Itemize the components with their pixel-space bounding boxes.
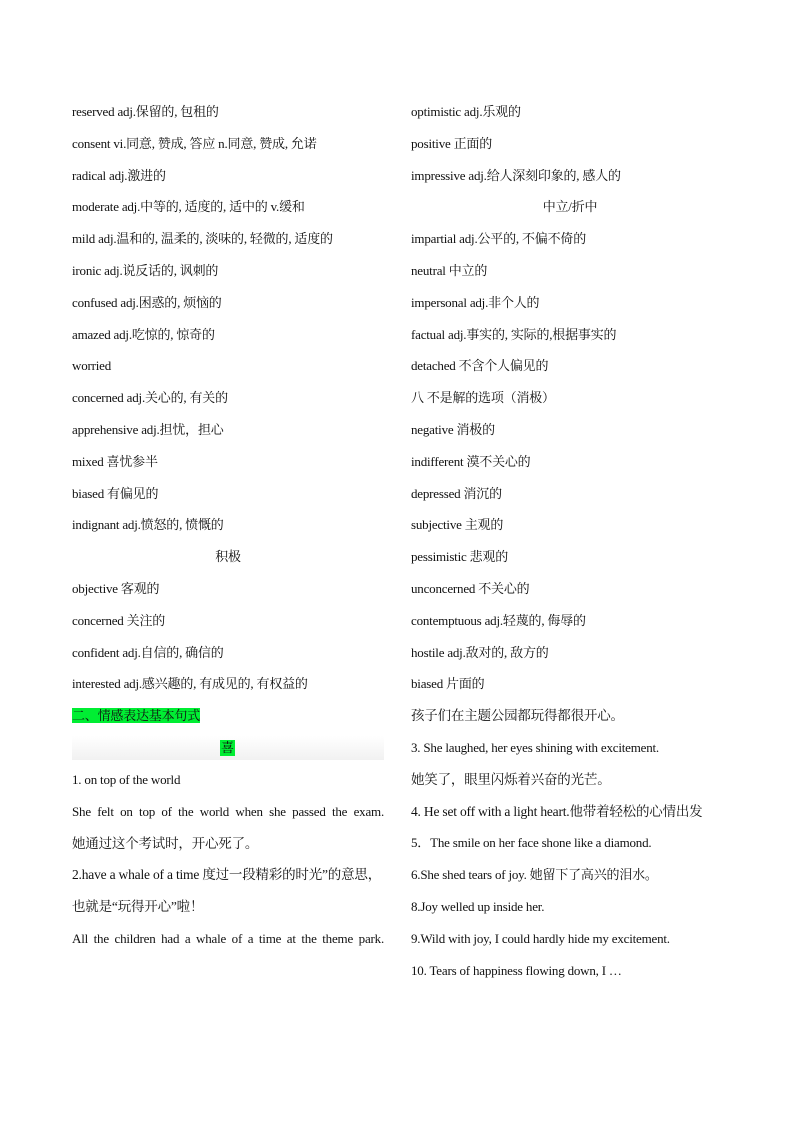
- vocab-line: hostile adj.敌对的, 敌方的: [411, 644, 549, 660]
- vocab-line: concerned adj.关心的, 有关的: [72, 390, 228, 406]
- vocab-line: biased 片面的: [411, 676, 485, 692]
- vocab-line: subjective 主观的: [411, 517, 504, 533]
- vocab-line: depressed 消沉的: [411, 485, 502, 501]
- left-column: [72, 96, 384, 955]
- vocab-line: factual adj.事实的, 实际的,根据事实的: [411, 326, 617, 342]
- vocab-line: worried: [72, 358, 112, 374]
- vocab-line: indignant adj.愤怒的, 愤慨的: [72, 517, 224, 533]
- vocab-line: consent vi.同意, 赞成, 答应 n.同意, 赞成, 允诺: [72, 135, 317, 151]
- section-title-row: [72, 700, 384, 732]
- vocab-line: confused adj.困惑的, 烦恼的: [72, 294, 222, 310]
- example-title: 2.have a whale of a time 度过一段精彩的时光”的意思，也就是“玩得开心”啦！: [72, 867, 382, 915]
- example-sentence: 9.Wild with joy, I could hardly hide my excitement.: [411, 930, 670, 946]
- vocab-line: optimistic adj.乐观的: [411, 104, 521, 119]
- vocab-line: interested adj.感兴趣的, 有成见的, 有权益的: [72, 676, 308, 692]
- example-sentence: 4. He set off with a light heart.他带着轻松的心情出发: [411, 803, 703, 819]
- vocab-line: objective 客观的: [72, 580, 160, 596]
- vocab-line: confident adj.自信的, 确信的: [72, 644, 224, 660]
- vocab-line: moderate adj.中等的, 适度的, 适中的 v.缓和: [72, 199, 305, 215]
- vocab-line: indifferent 漠不关心的: [411, 453, 531, 469]
- example-sentence: 10. Tears of happiness flowing down, I …: [411, 962, 622, 978]
- example-english: All the children had a whale of a time at the theme park.: [72, 930, 384, 946]
- vocab-line: positive 正面的: [411, 135, 493, 151]
- vocab-line: ironic adj.说反话的, 讽刺的: [72, 262, 219, 278]
- heading-positive: 积极: [215, 549, 241, 565]
- section-sub-bar: [72, 736, 384, 760]
- vocab-line: neutral 中立的: [411, 262, 488, 278]
- example-sentence: 8.Joy welled up inside her.: [411, 898, 545, 914]
- example-english: She felt on top of the world when she passed the exam.: [72, 803, 384, 819]
- example-chinese: 孩子们在主题公园都玩得都很开心。: [411, 708, 624, 724]
- vocab-line: detached 不含个人偏见的: [411, 358, 549, 374]
- vocab-line: biased 有偏见的: [72, 485, 159, 501]
- vocab-line: impartial adj.公平的, 不偏不倚的: [411, 231, 587, 247]
- section-sub-title: 喜: [221, 739, 235, 755]
- heading-neutral: 中立/折中: [542, 199, 598, 215]
- vocab-line: apprehensive adj.担忧，担心: [72, 421, 224, 437]
- vocab-line: contemptuous adj.轻蔑的, 侮辱的: [411, 612, 586, 628]
- vocab-line: impersonal adj.非个人的: [411, 294, 540, 310]
- vocab-line: mild adj.温和的, 温柔的, 淡味的, 轻微的, 适度的: [72, 231, 333, 247]
- vocab-line: mixed 喜忧参半: [72, 453, 158, 469]
- vocab-line: amazed adj.吃惊的, 惊奇的: [72, 326, 215, 342]
- example-sentence: 6.She shed tears of joy. 她留下了高兴的泪水。: [411, 867, 658, 883]
- vocab-line: radical adj.激进的: [72, 167, 166, 183]
- right-column: [411, 96, 729, 986]
- section-title: 二、情感表达基本句式: [72, 708, 201, 724]
- vocab-line: reserved adj.保留的, 包租的: [72, 104, 219, 119]
- vocab-line: unconcerned 不关心的: [411, 580, 530, 596]
- section-heading: 八 不是解的选项（消极）: [411, 390, 555, 406]
- example-chinese: 她通过这个考试时，开心死了。: [72, 835, 259, 851]
- vocab-line: concerned 关注的: [72, 612, 166, 628]
- vocab-line: impressive adj.给人深刻印象的, 感人的: [411, 167, 621, 183]
- vocab-line: negative 消极的: [411, 421, 495, 437]
- example-sentence: 5．The smile on her face shone like a diamond.: [411, 835, 652, 851]
- example-chinese: 她笑了，眼里闪烁着兴奋的光芒。: [411, 771, 611, 787]
- vocab-line: pessimistic 悲观的: [411, 549, 509, 565]
- example-title: 1. on top of the world: [72, 771, 181, 787]
- example-english: 3. She laughed, her eyes shining with excitement.: [411, 739, 659, 755]
